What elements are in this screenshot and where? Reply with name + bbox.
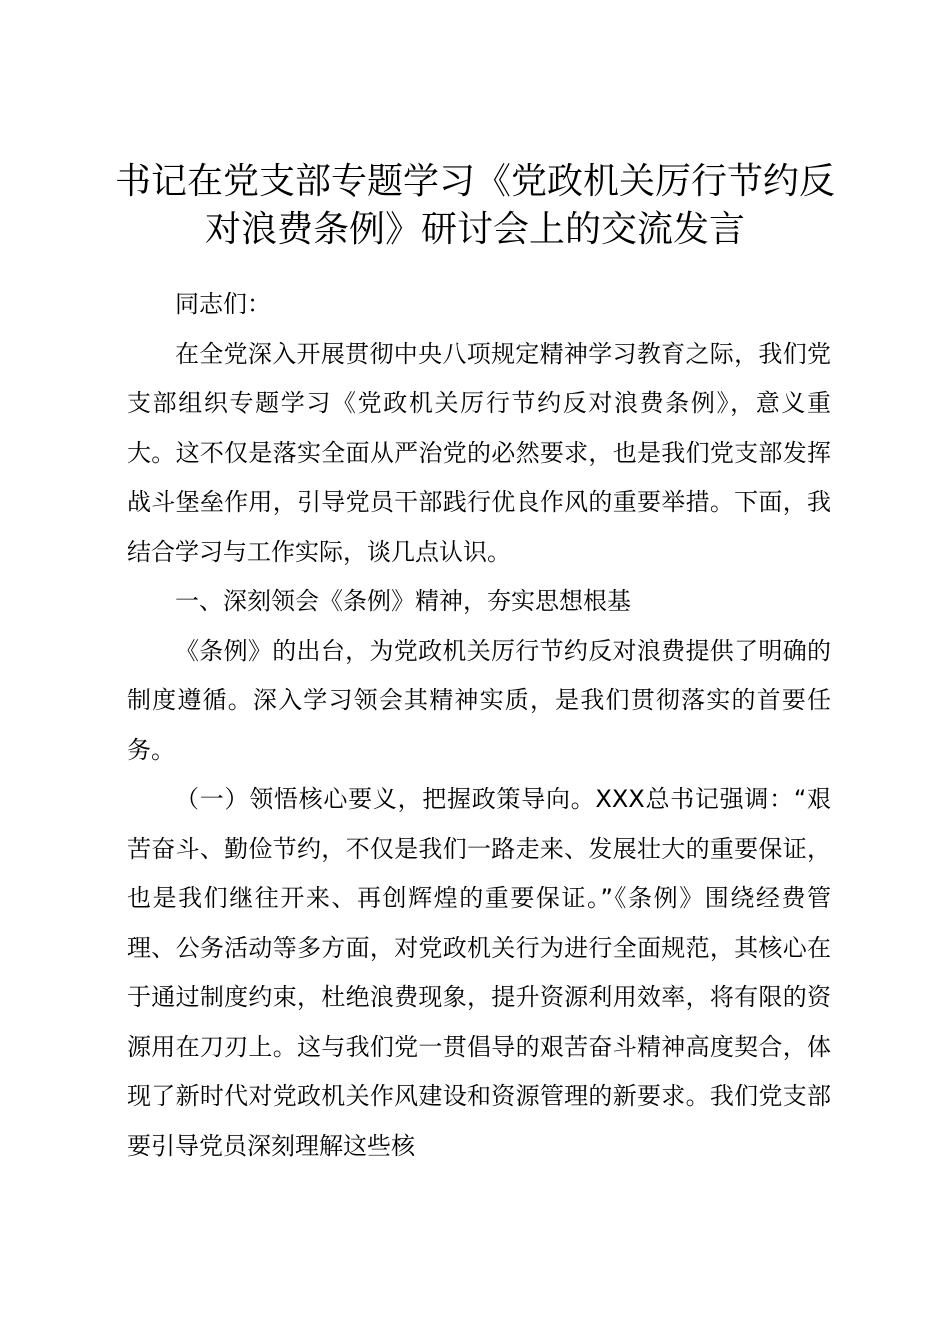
paragraph-subsection-1: （一）领悟核心要义，把握政策导向。XXX总书记强调：“艰苦奋斗、勤俭节约，不仅是我们一路走来、发展壮大的重要保证，也是我们继往开来、再创辉煌的重要保证。”《条例》围绕经费管理、公务活动等多方面，对党政机关行为进行全面规范，其核心在于通过制度约束，杜绝浪费现象，提升资源利用效率，将有限的资源用在刀刃上。这与我们党一贯倡导的艰苦奋斗精神高度契合，体现了新时代对党政机关作风建设和资源管理的新要求。我们党支部要引导党员深刻理解这些核 [127,785,831,1160]
salutation: 同志们： [175,290,271,318]
title-line-1: 书记在党支部专题学习《党政机关厉行节约反 [114,161,835,202]
document-title [100,158,850,254]
document-body [127,280,831,1171]
paragraph-section-1: 《条例》的出台，为党政机关厉行节约反对浪费提供了明确的制度遵循。深入学习领会其精神实质，是我们贯彻落实的首要任务。 [127,636,831,764]
paragraph-intro: 在全党深入开展贯彻中央八项规定精神学习教育之际，我们党支部组织专题学习《党政机关厉行节约反对浪费条例》，意义重大。这不仅是落实全面从严治党的必然要求，也是我们党支部发挥战斗堡垒作用，引导党员干部践行优良作风的重要举措。下面，我结合学习与工作实际，谈几点认识。 [127,339,831,566]
title-line-2: 对浪费条例》研讨会上的交流发言 [204,209,745,250]
section-heading-1: 一、深刻领会《条例》精神，夯实思想根基 [175,587,631,615]
